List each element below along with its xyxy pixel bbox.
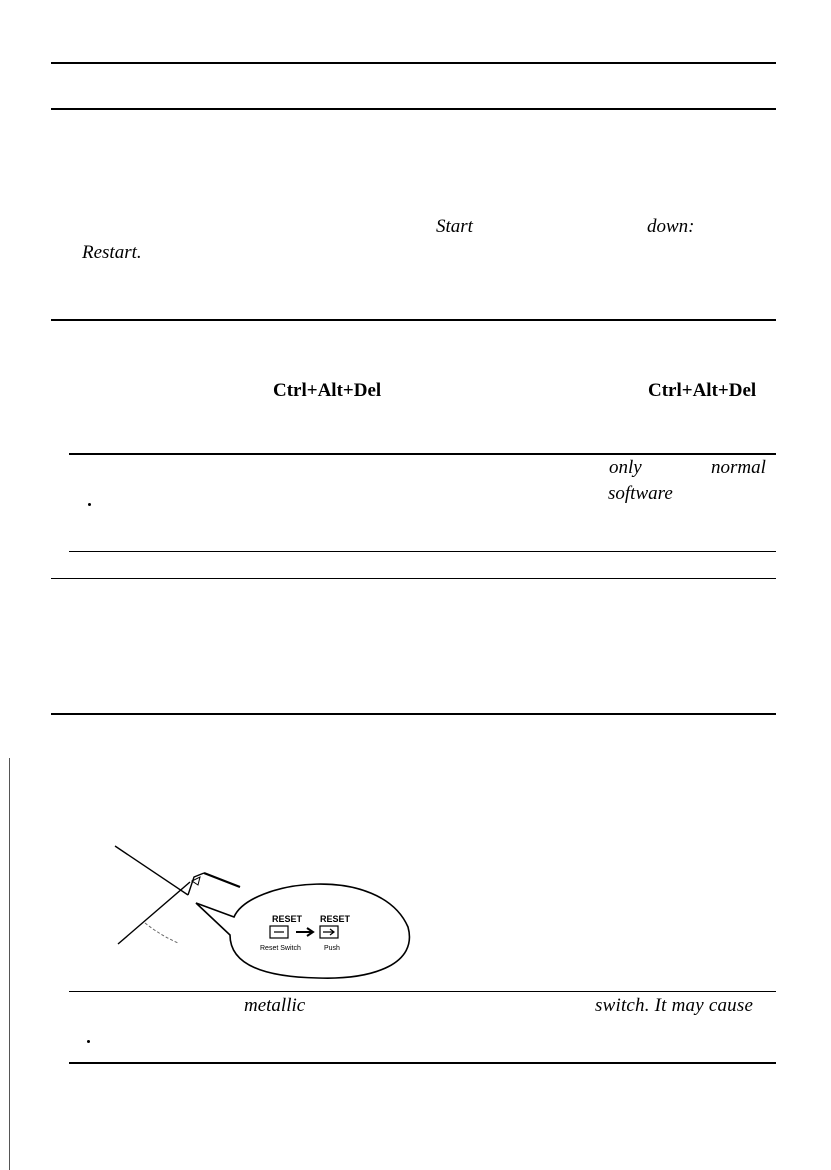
note-2-bullet: [87, 1040, 90, 1043]
switch-caution-phrase: switch. It may cause: [595, 995, 754, 1016]
push-caption: Push: [324, 945, 340, 952]
section-rule-restart-bottom: [51, 319, 776, 321]
start-menu-word: Start: [436, 216, 473, 237]
software-word: software: [608, 483, 673, 504]
page-margin-line: [9, 758, 10, 1170]
note-2-rule-bottom: [69, 1062, 776, 1064]
computer-edge-upper: [115, 846, 188, 895]
key-combo-ctrl-alt-del-1: Ctrl+Alt+Del: [273, 380, 382, 401]
reset-label-left: RESET: [272, 914, 303, 924]
section-rule-top: [51, 62, 776, 64]
note-1-rule-top: [69, 453, 776, 455]
section-rule-header-bottom: [51, 108, 776, 110]
section-rule-keyboard-bottom: [51, 578, 776, 579]
restart-option-word: Restart.: [82, 242, 142, 263]
section-rule-reset-top: [51, 713, 776, 715]
reset-label-right: RESET: [320, 914, 351, 924]
note-1-bullet: [88, 503, 91, 506]
key-combo-ctrl-alt-del-2: Ctrl+Alt+Del: [648, 380, 757, 401]
only-word: only: [609, 457, 642, 478]
computer-edge-lower: [118, 882, 190, 944]
computer-top-panel: [204, 873, 240, 887]
shut-down-word: down:: [647, 216, 695, 237]
reset-switch-caption: Reset Switch: [260, 945, 301, 952]
reset-switch-illustration: [100, 835, 420, 985]
note-2-rule-top: [69, 991, 776, 992]
computer-shadow-edge: [145, 923, 178, 943]
normal-word: normal: [711, 457, 766, 478]
note-1-rule-bottom: [69, 551, 776, 552]
metallic-word: metallic: [244, 995, 306, 1016]
